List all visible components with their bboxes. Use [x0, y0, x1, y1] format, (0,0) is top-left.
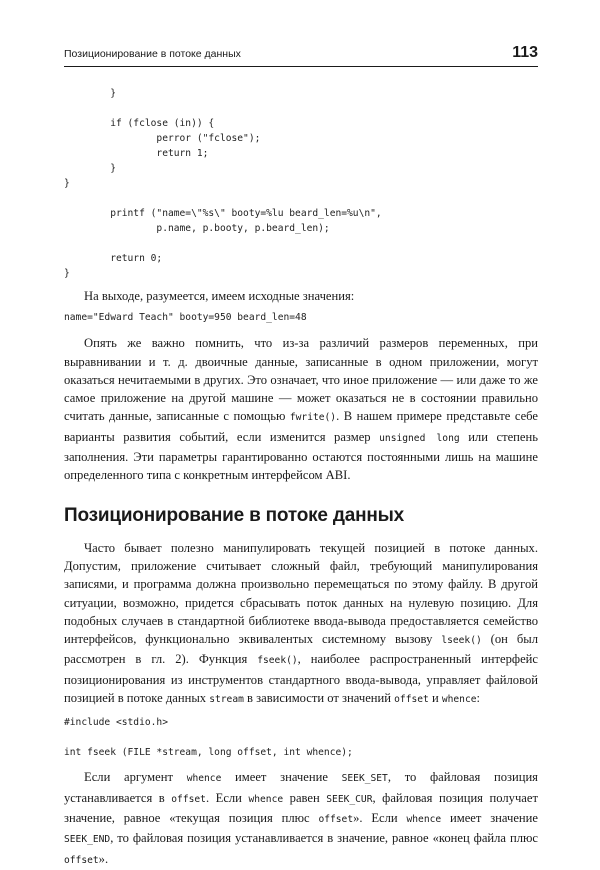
inline-code: whence: [186, 773, 222, 785]
inline-code: fwrite(): [289, 412, 337, 424]
inline-code: SEEK_CUR: [326, 793, 373, 805]
code-line: if (fclose (in)) {: [64, 118, 215, 129]
page-number: 113: [512, 44, 538, 61]
page-content: [64, 86, 538, 870]
page-header: [64, 44, 538, 67]
code-line: }: [64, 88, 116, 99]
inline-code: fseek(): [257, 655, 298, 667]
inline-code: offset: [64, 854, 99, 866]
code-blank-line: [64, 236, 538, 251]
code-line: }: [64, 163, 116, 174]
code-line: return 0;: [64, 253, 163, 264]
code-line: printf ("name=\"%s\" booty=%lu beard_len=%u\n",: [64, 208, 382, 219]
code-line: perror ("fclose");: [64, 133, 261, 144]
inline-code: whence: [406, 813, 442, 825]
code-prototype-line: int fseek (FILE *stream, long offset, int whence);: [64, 747, 353, 759]
abi-paragraph: Опять же важно помнить, что из-за различий размеров переменных, при выравнивании и т. д. двоичные данные, записанные в одном приложении, могут оказаться нечитаемыми в других. Это означает, что иное приложение — или даже то же самое приложение на другой машине — может оказаться не в состоянии правильно считать данные, записанные с помощью fwrite(). В нашем примере представьте себе варианты развития событий, если изменится размер unsigned long или степень заполнения. Эти параметры гарантированно остаются постоянными лишь на машине определенного типа с конкретным интерфейсом ABI.: [64, 336, 538, 483]
code-include-line: #include <stdio.h>: [64, 717, 168, 729]
output-intro-paragraph: На выходе, разумеется, имеем исходные значения:: [84, 289, 355, 303]
inline-code: offset: [394, 694, 429, 706]
code-line: p.name, p.booty, p.beard_len);: [64, 223, 330, 234]
inline-code: offset: [318, 813, 354, 825]
code-line: }: [64, 178, 70, 189]
code-blank-line: [64, 191, 538, 206]
code-line: return 1;: [64, 148, 209, 159]
inline-code: whence: [441, 694, 477, 706]
inline-code: offset: [171, 793, 206, 805]
running-title: Позиционирование в потоке данных: [64, 48, 241, 60]
inline-code: unsigned long: [379, 432, 460, 444]
code-blank-line: [64, 730, 538, 745]
inline-code: lseek(): [441, 635, 482, 647]
section-heading: Позиционирование в потоке данных: [64, 504, 405, 526]
code-blank-line: [64, 101, 538, 116]
inline-code: SEEK_SET: [341, 773, 388, 785]
code-listing-main: [64, 86, 538, 281]
code-output-line: name="Edward Teach" booty=950 beard_len=48: [64, 312, 307, 324]
inline-code: whence: [248, 793, 284, 805]
inline-code: SEEK_END: [64, 834, 111, 846]
code-line: }: [64, 268, 70, 279]
inline-code: stream: [209, 694, 244, 706]
whence-paragraph: Если аргумент whence имеет значение SEEK_SET, то файловая позиция устанавливается в offset. Если whence равен SEEK_CUR, файловая позиция получает значение, равное «текущая позиция плюс offset». Если whence имеет значение SEEK_END, то файловая позиция устанавливается в значение, равное «конец файла плюс offset».: [64, 770, 538, 866]
seek-paragraph: Часто бывает полезно манипулировать текущей позицией в потоке данных. Допустим, приложение считывает сложный файл, требующий манипулирования записями, и программа должна произвольно перемещаться по этому файлу. В другой ситуации, возможно, придется сбрасывать поток данных на нулевую позицию. Для подобных случаев в стандартной библиотеке ввода-вывода предоставляется семейство интерфейсов, функционально эквивалентых системному вызову lseek() (он был рассмотрен в гл. 2). Функция fseek(), наиболее распространенный интерфейс позиционирования из инструментов стандартного ввода-вывода, управляет файловой позицией в потоке данных stream в зависимости от значений offset и whence:: [64, 540, 538, 706]
